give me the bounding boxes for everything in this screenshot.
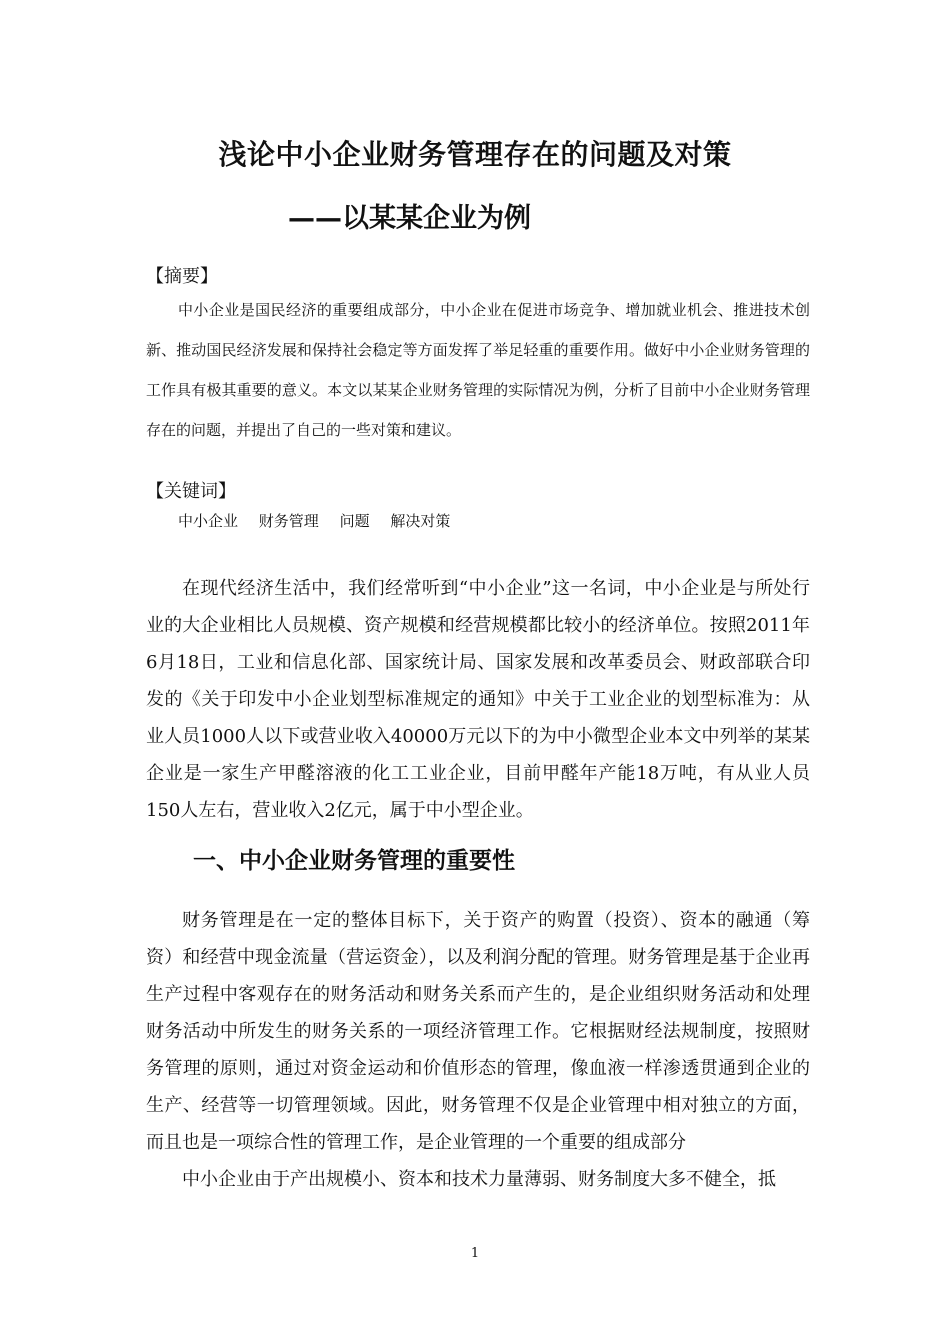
keyword-item: 解决对策 (390, 512, 451, 530)
keywords-label: 【关键词】 (146, 481, 236, 502)
intro-paragraph: 在现代经济生活中，我们经常听到“中小企业”这一名词，中小企业是与所处行业的大企业相比人员规模、资产规模和经营规模都比较小的经济单位。按照2011年6月18日，工业和信息化部、国家统计局、国家发展和改革委员会、财政部联合印发的《关于印发中小企业划型标准规定的通知》中关于工业企业的划型标准为：从业人员1000人以下或营业收入40000万元以下的为中小微型企业本文中列举的某某企业是一家生产甲醛溶液的化工工业企业，目前甲醛年产能18万吨，有从业人员150人左右，营业收入2亿元，属于中小型企业。 (146, 578, 810, 821)
keyword-item: 中小企业 (178, 512, 239, 530)
keywords-list (178, 510, 466, 531)
abstract-body (146, 290, 810, 450)
page-number: 1 (470, 1246, 480, 1261)
abstract-text: 中小企业是国民经济的重要组成部分，中小企业在促进市场竞争、增加就业机会、推进技术创新、推动国民经济发展和保持社会稳定等方面发挥了举足轻重的重要作用。做好中小企业财务管理的工作具有极其重要的意义。本文以某某企业财务管理的实际情况为例，分析了目前中小企业财务管理存在的问题，并提出了自己的一些对策和建议。 (146, 301, 810, 439)
keyword-item: 财务管理 (258, 512, 319, 530)
section-paragraph-1: 财务管理是在一定的整体目标下，关于资产的购置（投资）、资本的融通（筹资）和经营中现金流量（营运资金），以及利润分配的管理。财务管理是基于企业再生产过程中客观存在的财务活动和财务关系而产生的，是企业组织财务活动和处理财务活动中所发生的财务关系的一项经济管理工作。它根据财经法规制度，按照财务管理的原则，通过对资金运动和价值形态的管理，像血液一样渗透贯通到企业的生产、经营等一切管理领域。因此，财务管理不仅是企业管理中相对独立的方面，而且也是一项综合性的管理工作，是企业管理的一个重要的组成部分 (146, 910, 810, 1153)
section-body (146, 902, 810, 1198)
intro-section (146, 570, 810, 829)
document-title: 浅论中小企业财务管理存在的问题及对策 (218, 138, 732, 171)
document-subtitle: ——以某某企业为例 (288, 203, 531, 234)
abstract-label: 【摘要】 (146, 266, 218, 287)
keyword-item: 问题 (339, 512, 370, 530)
section-heading: 一、中小企业财务管理的重要性 (193, 848, 515, 874)
section-paragraph-2: 中小企业由于产出规模小、资本和技术力量薄弱、财务制度大多不健全，抵 (182, 1169, 776, 1190)
